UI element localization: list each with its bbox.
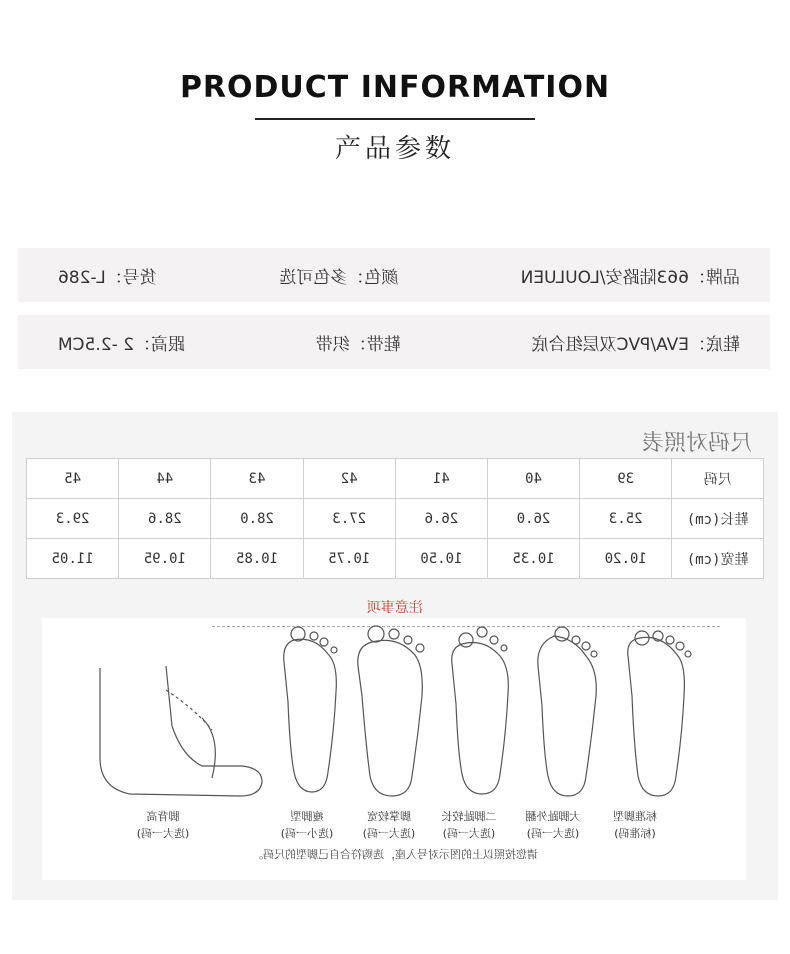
table-cell: 10.75	[303, 539, 395, 579]
foot-standard-icon	[628, 631, 691, 796]
table-cell: 10.35	[487, 539, 579, 579]
bottom-note: 请您按照以上的图示对号入座，选购符合自己脚型的尺码。	[252, 848, 538, 861]
title-divider	[255, 118, 535, 120]
foot-thin-icon	[284, 627, 337, 792]
table-cell: 28.6	[119, 499, 211, 539]
table-cell: 25.3	[580, 499, 672, 539]
table-cell: 45	[27, 459, 119, 499]
table-header-row	[27, 459, 764, 499]
param-item-no: 货号：L-286	[58, 267, 157, 288]
foot-label-second-toe: 二脚趾较长 (选大一码)	[441, 810, 497, 840]
table-cell: 44	[119, 459, 211, 499]
table-cell: 26.0	[487, 499, 579, 539]
param-heel: 跟高：2 -2.5CM	[58, 334, 185, 355]
size-table	[26, 458, 764, 579]
param-sole: 鞋底：EVA/PVC双层组合底	[531, 334, 740, 355]
table-cell: 41	[395, 459, 487, 499]
table-cell: 40	[487, 459, 579, 499]
table-row	[27, 539, 764, 579]
foot-high-instep-icon	[100, 666, 262, 796]
table-cell: 27.3	[303, 499, 395, 539]
table-cell: 29.3	[27, 499, 119, 539]
param-row-1	[18, 248, 770, 302]
table-cell: 11.05	[27, 539, 119, 579]
table-row	[27, 499, 764, 539]
table-cell: 鞋长(cm)	[672, 499, 764, 539]
table-cell: 尺码	[672, 459, 764, 499]
table-cell: 10.95	[119, 539, 211, 579]
notes-title: 注意事项	[367, 600, 423, 616]
foot-bunion-icon	[538, 627, 597, 796]
table-cell: 42	[303, 459, 395, 499]
table-cell: 43	[211, 459, 303, 499]
page-subtitle: 产品参数	[334, 134, 455, 164]
table-cell: 28.0	[211, 499, 303, 539]
param-row-2	[18, 315, 770, 369]
table-cell: 39	[580, 459, 672, 499]
foot-label-standard: 标准脚型 (标准码)	[613, 810, 657, 840]
param-brand: 品牌：663陆路安/LOULUEN	[520, 267, 740, 288]
page-title: PRODUCT INFORMATION	[179, 70, 611, 105]
table-cell: 10.50	[395, 539, 487, 579]
table-cell: 10.20	[580, 539, 672, 579]
param-lace: 鞋带：织带	[315, 334, 401, 355]
foot-label-high-instep: 脚背高 (选大一码)	[136, 810, 190, 840]
foot-label-thin: 瘦脚型 (选小一码)	[280, 810, 334, 840]
foot-label-wide: 脚掌较宽 (选大一码)	[362, 810, 416, 840]
table-cell: 26.6	[395, 499, 487, 539]
size-chart-title: 尺码对照表	[641, 431, 752, 456]
foot-long-second-toe-icon	[452, 627, 509, 794]
param-color: 颜色：多色可选	[279, 267, 399, 288]
table-cell: 鞋宽(cm)	[672, 539, 764, 579]
table-cell: 10.85	[211, 539, 303, 579]
foot-wide-icon	[358, 626, 424, 796]
foot-label-bunion: 大脚趾外翻 (选大一码)	[525, 810, 581, 840]
